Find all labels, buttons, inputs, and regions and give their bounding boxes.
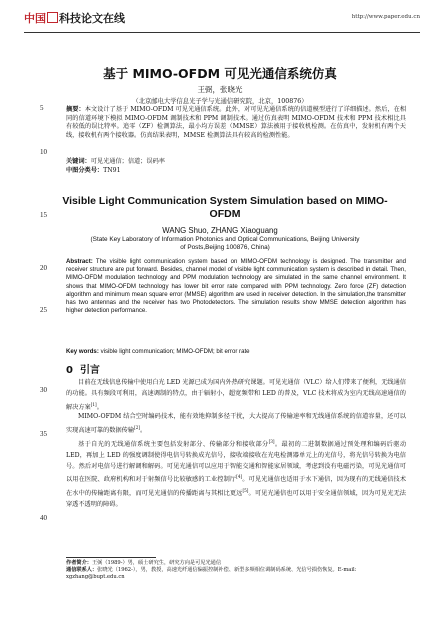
citation[interactable]: [3] <box>268 439 275 444</box>
affiliation-cn: （北京邮电大学信息光子学与光通信研究院，北京，100876） <box>132 98 308 105</box>
line-number: 30 <box>40 386 47 394</box>
abstract-en-label: Abstract: <box>66 258 93 265</box>
citation[interactable]: [2] <box>134 424 140 430</box>
paper-title-en: Visible Light Communication System Simulation based on MIMO-OFDM <box>62 195 388 220</box>
line-number: 5 <box>40 104 44 112</box>
citation[interactable]: [1] <box>90 401 97 407</box>
authors-en: WANG Shuo, ZHANG Xiaoguang <box>162 226 278 235</box>
abstract-cn-label: 摘要： <box>66 106 85 113</box>
line-number: 20 <box>40 264 47 272</box>
paragraph-3: 基于自光的无线通信系统主要包括发射部分、传输部分和接收部分[3]。最初的二进制数据通过预处理和编码后驱动 LED，再加上 LED 的强度调制使得电信号转换成光信号，接收端接收在光电检测器单元上的光信号，将光信号转换为电信号。然后对电信号进行解调和解码。可见光通信可以应用于智能交通和智能家居领域，考虑到没有电磁污染，可见光通信可以用在医院、政府机构和对于射频信号比较敏感的工业控制厅[4]。可见光通信也适用于水下通信，因为现有的无线通信技术在水中的传输距离有限，而可见光通信的传播距离与其相比更远[5]。可见光通信也可以用于安全通信领域，因为可见光无法穿透不透明的障碍。 <box>66 439 407 509</box>
paper-title-cn: 基于 MIMO-OFDM 可见光通信系统仿真 <box>103 66 337 81</box>
authors-cn: 王弼，张晓光 <box>197 85 243 94</box>
keywords-cn: 关键词：可见光通信；信道；误码率 <box>66 158 165 165</box>
affiliation-en: (State Key Laboratory of Information Photonics and Optical Communications, Beijing University of Posts,Beijing 100876, China) <box>90 236 360 251</box>
line-number: 35 <box>40 430 47 438</box>
citation[interactable]: [5] <box>242 488 249 494</box>
footnote: 作者简介：王弼（1989-）男，硕士研究生，研究方向是可见光通信 通信联系人：张晓光（1962-），男，教授，高速光纤通信偏振控制补偿、新型多频相位调制码系统、光信号损伤恢复。E-mail: xgzhang@bupt.edu.cn <box>66 560 357 581</box>
abstract-en-text: The visible light communication system based on MIMO-OFDM technology is designed. The transmitter and receiver structure are put forward. Besides, channel model of visible light communication system is described in detail. Then, MIMO-OFDM modulation technology and PPM modulation technology are simulated in the same channel environment. It shows that MIMO-OFDM technology has lower bit error rate compared with PPM technology. Zero force (ZF) detection algorithm and minimum mean square error (MMSE) algorithm are used in receiver detection. In the simulation,the transmitter has two antennas and the receiver has two Photodetectors. The simulation results show MMSE detection algorithm has higher detection performance. <box>66 258 406 315</box>
footnote-rule <box>66 557 156 558</box>
line-number: 15 <box>40 211 47 219</box>
line-number: 40 <box>40 514 47 522</box>
abstract-cn <box>66 106 406 141</box>
keywords-en: Key words: visible light communication; MIMO-OFDM; bit error rate <box>66 348 250 355</box>
line-number: 25 <box>40 306 47 314</box>
classification-cn: 中图分类号：TN91 <box>66 167 121 174</box>
page-header <box>24 10 420 28</box>
paragraph-1: 目前在无线信息传输中使用白光 LED 光源已成为国内外热研究课题。可见光通信（VLC）给人们带来了便利，无线通信的功能。具有频段可利用，高速调制的特点，由于辐射小，超宽频带和 LED 的普及，VLC 技术将成为室内无线高速通信的解决方案[1]。 <box>66 379 406 411</box>
line-number: 10 <box>40 148 47 156</box>
site-logo: 中国 科技论文在线 <box>24 12 125 25</box>
abstract-en <box>66 258 406 315</box>
header-rule <box>24 32 420 33</box>
section-heading: 0 引言 <box>66 365 100 376</box>
citation[interactable]: [4] <box>236 474 243 480</box>
paragraph-2: MIMO-OFDM 结合空时编码技术，能有效地抑制多径干扰，大大提高了传输速率和无线通信系统的信道容量，还可以实现高速可靠的数据传输[2]。 <box>66 413 406 434</box>
abstract-cn-text: 本文设计了基于 MIMO-OFDM 可见光通信系统。此外，对可见光通信系统的信道模型进行了详细描述。然后，在相同的信道环境下模拟 MIMO-OFDM 调制技术和 PPM 调制技术。通过仿真表明 MIMO-OFDM 技术和 PPM 技术相比具有较低的误比特率。追零（ZF）检测算法，最小均方误差（MMSE）算法被用于接收机检测。在仿真中，发射机有两个天线，接收机有两个接收器。仿真结果表明，MMSE 检测算法具有较高的检测性能。 <box>66 106 407 140</box>
site-url[interactable]: http://www.paper.edu.cn <box>351 14 420 20</box>
